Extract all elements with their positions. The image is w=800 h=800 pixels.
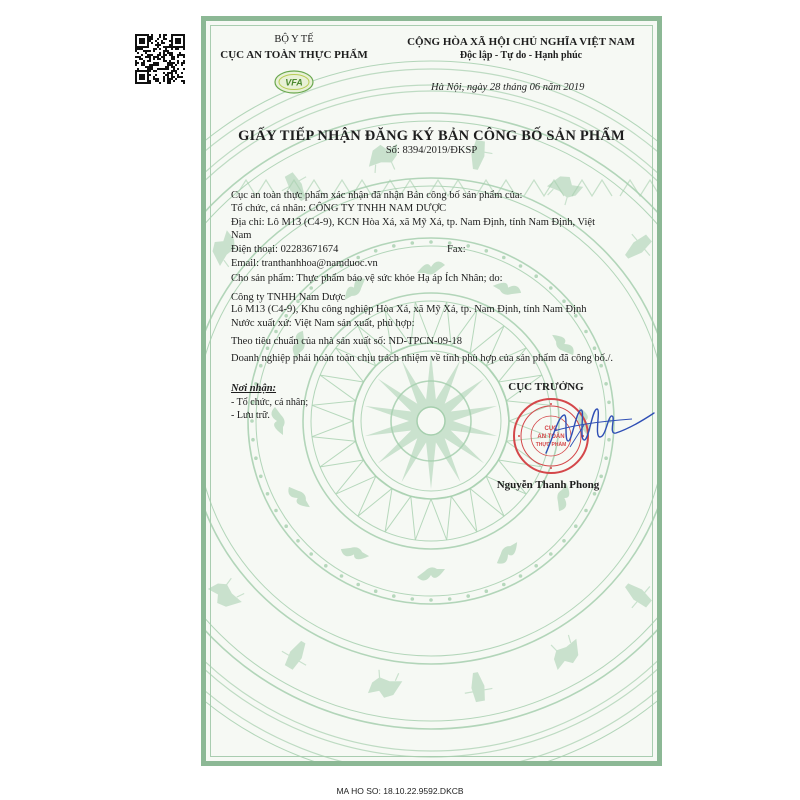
- origin: Nước xuất xứ: Việt Nam sản xuất, phù hợp:: [231, 318, 415, 329]
- body-intro: Cục an toàn thực phẩm xác nhận đã nhận Bản công bố sản phẩm của:: [231, 190, 523, 201]
- signatory-title: CỤC TRƯỞNG: [508, 381, 584, 393]
- certificate-document: [201, 16, 662, 766]
- qr-code-icon: [135, 34, 185, 84]
- qr-code: [135, 34, 185, 84]
- fax: Fax:: [447, 244, 466, 255]
- national-motto: Độc lập - Tự do - Hạnh phúc: [459, 50, 583, 61]
- svg-text:THỰC PHẨM: THỰC PHẨM: [535, 442, 567, 448]
- recipient-item: - Tổ chức, cá nhân;: [231, 397, 309, 408]
- manufacturer: Công ty TNHH Nam Dược: [231, 292, 346, 303]
- country-name: CỘNG HÒA XÃ HỘI CHỦ NGHĨA VIỆT NAM: [407, 36, 635, 48]
- dossier-code: MA HO SO: 18.10.22.9592.DKCB: [336, 786, 464, 796]
- address-line-2: Nam: [231, 230, 252, 241]
- recipients-heading: Nơi nhận:: [231, 383, 277, 394]
- handwritten-signature-icon: [524, 395, 656, 470]
- organization: Tổ chức, cá nhân: CÔNG TY TNHH NAM DƯỢC: [231, 203, 447, 214]
- svg-text:CỤC: CỤC: [544, 426, 558, 432]
- product: Cho sản phẩm: Thực phẩm bảo vệ sức khỏe Hạ áp Ích Nhân; do:: [231, 273, 503, 284]
- svg-text:VFA: VFA: [285, 77, 303, 88]
- email: Email: tranthanhhoa@namduoc.vn: [231, 258, 378, 269]
- agency-name: CỤC AN TOÀN THỰC PHẨM: [220, 49, 368, 61]
- phone: Điện thoại: 02283671674: [231, 244, 339, 255]
- address-line-1: Địa chỉ: Lô M13 (C4-9), KCN Hòa Xá, xã Mỹ Xá, tp. Nam Định, tỉnh Nam Định, Việt: [231, 217, 595, 228]
- ministry-name: BỘ Y TẾ: [274, 34, 314, 45]
- vfa-logo-icon: [274, 70, 314, 94]
- signer-name: Nguyễn Thanh Phong: [496, 479, 600, 491]
- recipient-item: - Lưu trữ.: [231, 410, 270, 421]
- place-date: Hà Nội, ngày 28 tháng 06 năm 2019: [431, 82, 585, 93]
- manufacturer-address: Lô M13 (C4-9), Khu công nghiệp Hòa Xá, xã Mỹ Xá, tp. Nam Định, tỉnh Nam Định: [231, 304, 587, 315]
- svg-text:AN TOÀN: AN TOÀN: [537, 434, 565, 440]
- responsibility: Doanh nghiệp phải hoàn toàn chịu trách nhiệm về tính phù hợp của sản phẩm đã công bố./.: [231, 353, 613, 364]
- document-number: Số: 8394/2019/ĐKSP: [385, 145, 478, 156]
- document-title: GIẤY TIẾP NHẬN ĐĂNG KÝ BẢN CÔNG BỐ SẢN PHẨM: [238, 128, 625, 144]
- standard: Theo tiêu chuẩn của nhà sản xuất số: ND-TPCN-09-18: [231, 336, 462, 347]
